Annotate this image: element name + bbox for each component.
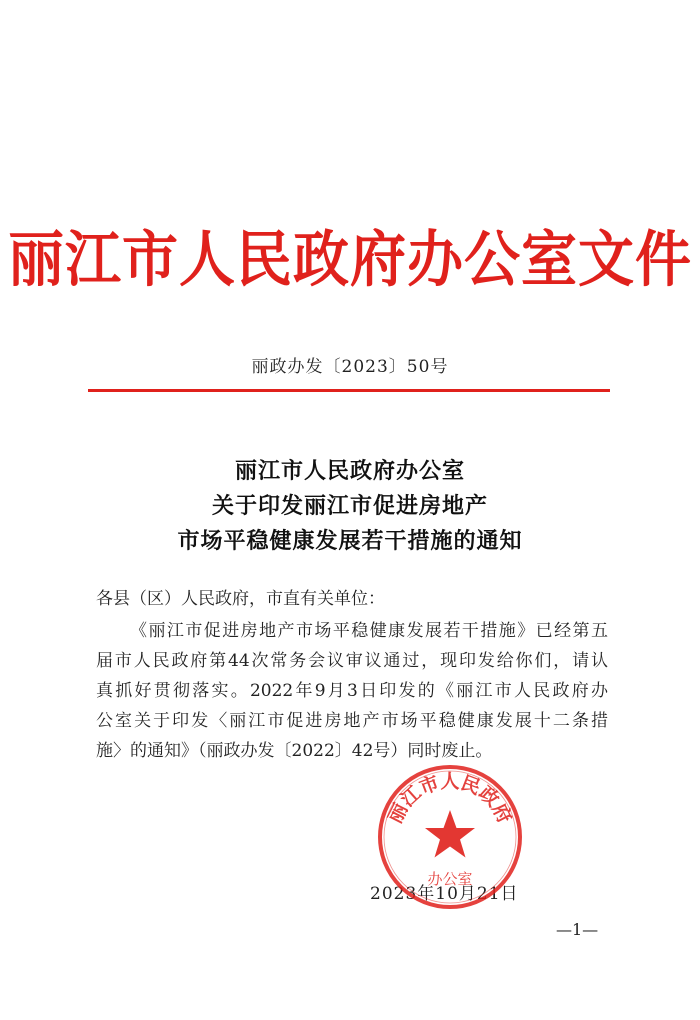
body-line: 《丽江市促进房地产市场平稳健康发展若干措施》已经第五: [130, 621, 608, 641]
page-number: —1—: [556, 920, 599, 939]
notice-title-line: 市场平稳健康发展若干措施的通知: [177, 528, 523, 554]
body-line: 真抓好贯彻落实。2022年9月3日印发的《丽江市人民政府办: [96, 681, 608, 701]
notice-title: [0, 454, 700, 559]
header-red-divider: [88, 389, 610, 392]
notice-title-line: 丽江市人民政府办公室: [234, 458, 465, 484]
body-line: 公室关于印发〈丽江市促进房地产市场平稳健康发展十二条措: [96, 711, 608, 731]
body-line: 施〉的通知》（丽政办发〔2022〕42号）同时废止。: [96, 741, 493, 761]
salutation: 各县（区）人民政府，市直有关单位：: [96, 589, 385, 609]
svg-text:丽江市人民政府: 丽江市人民政府: [384, 770, 516, 827]
notice-title-line: 关于印发丽江市促进房地产: [211, 493, 488, 519]
svg-text:办公室: 办公室: [427, 870, 473, 888]
document-header-title: 丽江市人民政府办公室文件: [8, 223, 692, 295]
notice-body: [96, 616, 608, 766]
issue-date: 2023年10月21日: [370, 884, 519, 904]
red-star-seal-icon: [375, 762, 525, 912]
body-line: 届市人民政府第44次常务会议审议通过，现印发给你们，请认: [96, 651, 608, 671]
document-number: 丽政办发〔2023〕50号: [251, 357, 449, 377]
